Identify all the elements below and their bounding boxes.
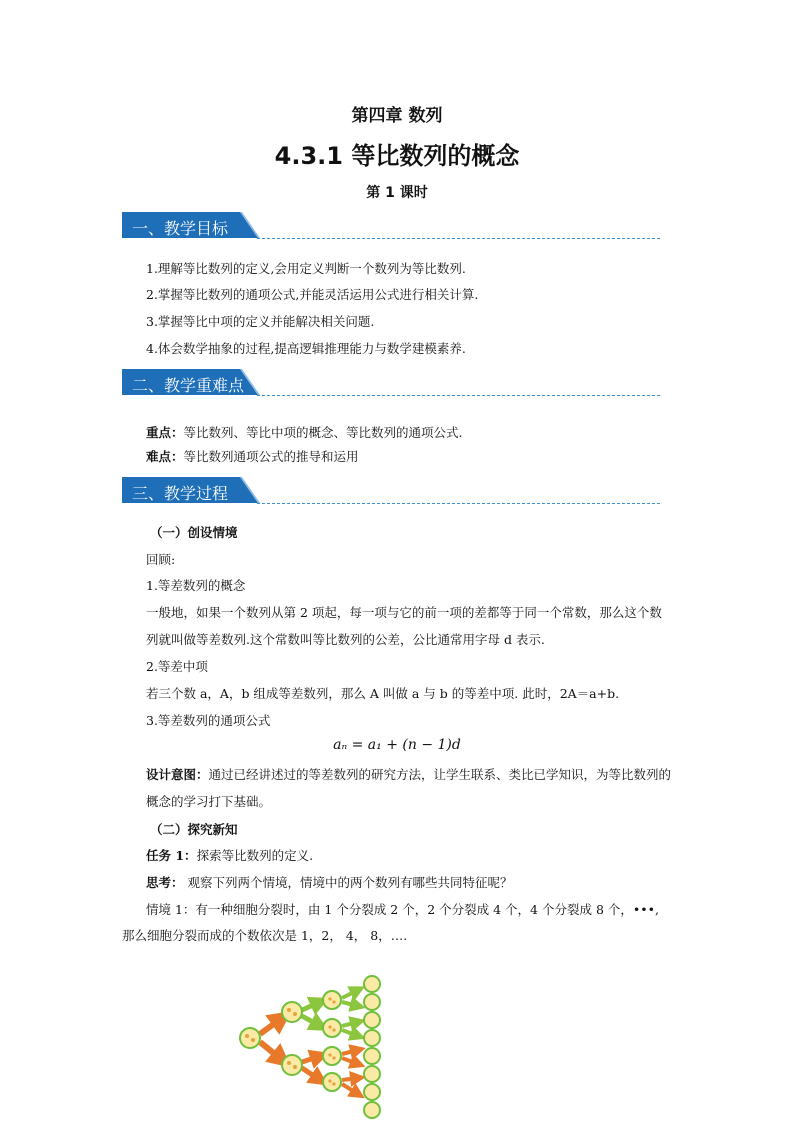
scene1-line2: 那么细胞分裂而成的个数依次是 1，2， 4， 8，…. bbox=[122, 928, 408, 943]
part1-title: （一）创设情境 bbox=[150, 525, 238, 540]
item2-title: 2.等差中项 bbox=[146, 659, 208, 674]
goal-item: 3.掌握等比中项的定义并能解决相关问题. bbox=[146, 314, 375, 329]
item2-text: 若三个数 a，A，b 组成等差数列，那么 A 叫做 a 与 b 的等差中项. 此时，2A＝a+b. bbox=[146, 686, 620, 701]
difficulty-text: 等比数列通项公式的推导和运用 bbox=[183, 449, 359, 464]
difficulty-label: 难点： bbox=[146, 449, 184, 464]
goal-item: 4.体会数学抽象的过程,提高逻辑推理能力与数学建模素养. bbox=[146, 341, 466, 356]
section-header-process bbox=[122, 477, 262, 507]
arrows bbox=[260, 990, 358, 1094]
lesson-subtitle: 第 1 课时 bbox=[366, 185, 428, 201]
design-text: 通过已经讲述过的等差数列的研究方法，让学生联系、类比已学知识，为等比数列的概念的学习打下基础。 bbox=[146, 767, 672, 809]
goal-item: 2.掌握等比数列的通项公式,并能灵活运用公式进行相关计算. bbox=[146, 287, 479, 302]
design-intent bbox=[146, 761, 672, 815]
cells bbox=[240, 976, 380, 1118]
key-text: 等比数列、等比中项的概念、等比数列的通项公式. bbox=[183, 425, 463, 440]
section-divider bbox=[257, 395, 660, 396]
part2-title: （二）探究新知 bbox=[150, 822, 238, 837]
section-header-goals bbox=[122, 212, 262, 242]
design-label: 设计意图： bbox=[146, 767, 209, 782]
think-text: 观察下列两个情境，情境中的两个数列有哪些共同特征呢？ bbox=[183, 875, 513, 890]
page-title: 4.3.1 等比数列的概念 bbox=[274, 142, 520, 170]
task-label: 任务 1： bbox=[146, 848, 197, 863]
arithmetic-formula: aₙ = a₁ + (n − 1)d bbox=[333, 737, 461, 753]
task-row bbox=[146, 847, 313, 865]
think-label: 思考： bbox=[146, 875, 184, 890]
section-divider bbox=[257, 503, 660, 504]
section-label: 二、教学重难点 bbox=[132, 376, 245, 395]
key-label: 重点： bbox=[146, 425, 184, 440]
think-row bbox=[146, 874, 513, 892]
scene1-line1: 情境 1：有一种细胞分裂时，由 1 个分裂成 2 个，2 个分裂成 4 个，4 个分裂成 8 个，•••, bbox=[146, 902, 659, 917]
difficulty-row bbox=[146, 448, 359, 466]
cell-division-figure bbox=[232, 970, 392, 1120]
item1-text: 一般地，如果一个数列从第 2 项起，每一项与它的前一项的差都等于同一个常数，那么这个数列就叫做等差数列.这个常数叫等比数列的公差，公比通常用字母 d 表示. bbox=[146, 605, 662, 647]
section-divider bbox=[257, 238, 660, 239]
section-label: 三、教学过程 bbox=[132, 484, 229, 503]
goal-item: 1.理解等比数列的定义,会用定义判断一个数列为等比数列. bbox=[146, 261, 466, 276]
item1-title: 1.等差数列的概念 bbox=[146, 578, 246, 593]
section-label: 一、教学目标 bbox=[132, 219, 229, 238]
key-point-row bbox=[146, 424, 463, 442]
review-label: 回顾: bbox=[146, 552, 176, 567]
section-header-key-points bbox=[122, 369, 262, 399]
item3-title: 3.等差数列的通项公式 bbox=[146, 713, 271, 728]
task-text: 探索等比数列的定义. bbox=[196, 848, 314, 863]
chapter-title: 第四章 数列 bbox=[351, 106, 443, 126]
